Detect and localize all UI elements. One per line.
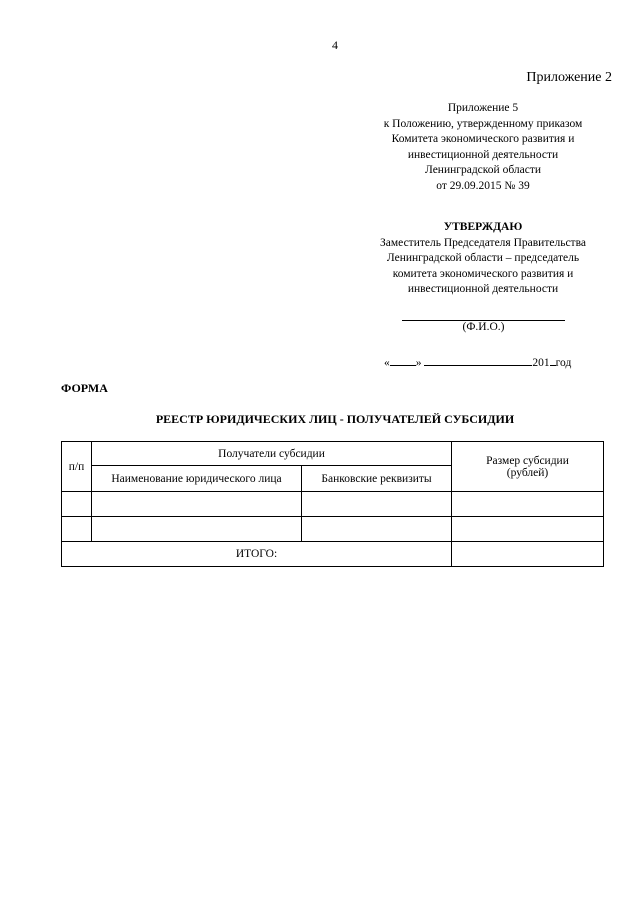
header-recipients: Получатели субсидии: [92, 442, 452, 466]
table-cell: [452, 517, 604, 542]
header-bank: Банковские реквизиты: [302, 466, 452, 492]
approval-heading: УТВЕРЖДАЮ: [443, 221, 523, 233]
total-label: ИТОГО:: [62, 542, 452, 567]
date-open-quote: «: [384, 357, 390, 369]
month-blank: [424, 354, 532, 366]
table-cell: [62, 517, 92, 542]
table-header-row: [62, 442, 604, 466]
approval-line: Заместитель Председателя Правительства: [380, 236, 586, 249]
table-cell: [92, 517, 302, 542]
table-cell: [62, 492, 92, 517]
appendix-line: от 29.09.2015 № 39: [436, 179, 530, 192]
approval-line: Ленинградской области – председатель: [386, 252, 580, 264]
appendix-line: инвестиционной деятельности: [407, 148, 559, 161]
date-field: [384, 354, 571, 369]
day-blank: [390, 354, 416, 366]
table-cell: [302, 517, 452, 542]
registry-table: [61, 441, 604, 567]
page-number: 4: [332, 38, 338, 52]
table-cell: [92, 492, 302, 517]
table-row: [62, 492, 604, 517]
appendix-line: Приложение 5: [447, 102, 519, 114]
table-cell: [452, 492, 604, 517]
header-number: п/п: [62, 442, 92, 492]
appendix-line: Комитета экономического развития и: [391, 133, 575, 145]
header-amount-line: (рублей): [506, 466, 549, 479]
table-row: [62, 517, 604, 542]
date-suffix: год: [555, 357, 572, 369]
registry-title: РЕЕСТР ЮРИДИЧЕСКИХ ЛИЦ - ПОЛУЧАТЕЛЕЙ СУБСИДИИ: [155, 412, 515, 426]
total-value: [452, 542, 604, 567]
approval-line: комитета экономического развития и: [392, 267, 574, 280]
form-label: ФОРМА: [61, 381, 108, 395]
header-amount-line: Размер субсидии: [486, 454, 569, 467]
approval-block: [360, 220, 606, 298]
appendix-line: к Положению, утвержденному приказом: [383, 117, 583, 130]
date-year: 201: [532, 357, 550, 369]
header-amount: [452, 442, 604, 492]
approval-line: инвестиционной деятельности: [407, 283, 559, 295]
appendix-title: Приложение 2: [526, 70, 612, 85]
date-close-quote: »: [415, 357, 422, 369]
table-total-row: [62, 542, 604, 567]
fio-label: (Ф.И.О.): [462, 321, 505, 333]
appendix-reference-block: [360, 101, 606, 194]
header-name: Наименование юридического лица: [92, 466, 302, 492]
appendix-line: Ленинградской области: [424, 164, 542, 176]
table-cell: [302, 492, 452, 517]
